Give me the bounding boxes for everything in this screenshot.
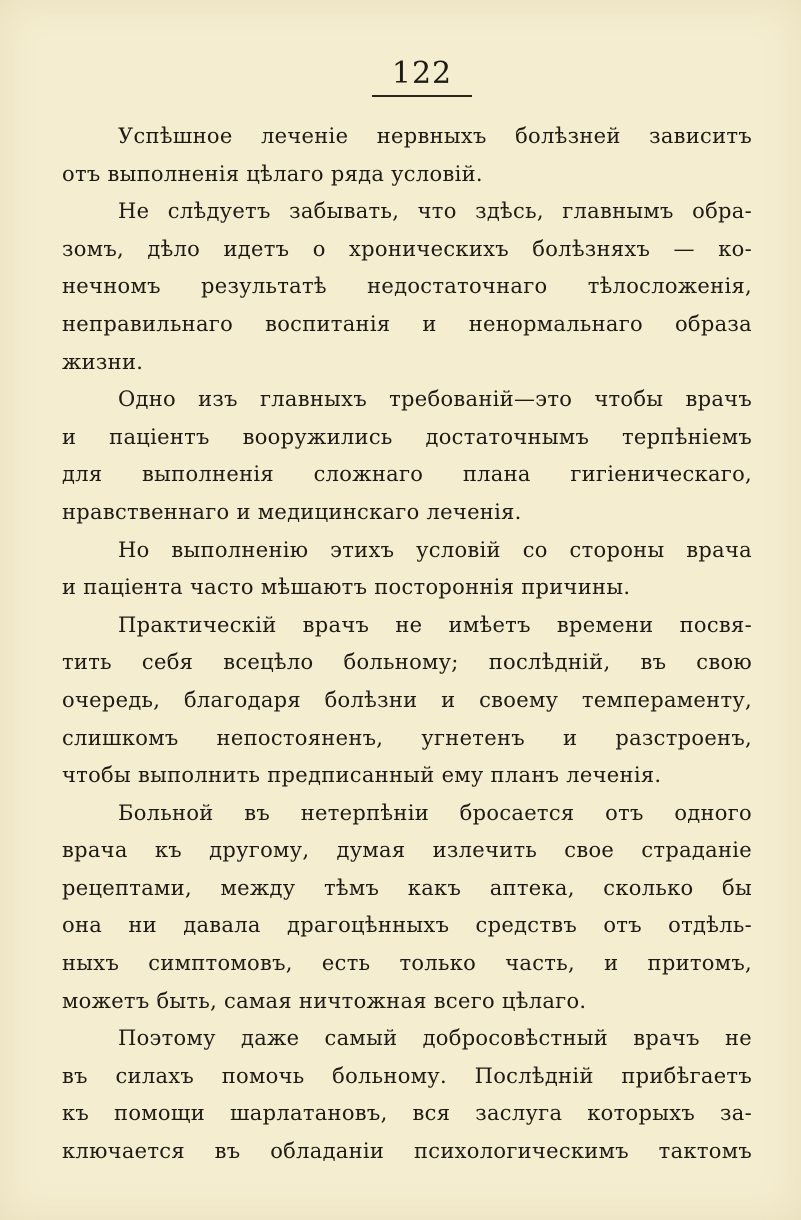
text-line: въ силахъ помочь больному. Послѣдній прибѣгаетъ xyxy=(62,1063,752,1088)
text-line: Но выполненію этихъ условій со стороны врача xyxy=(118,537,752,562)
page-number-rule xyxy=(372,95,472,97)
text-line: и паціентъ вооружились достаточнымъ терпѣніемъ xyxy=(62,424,752,449)
text-line: Одно изъ главныхъ требованій—это чтобы врачъ xyxy=(118,387,752,412)
body-text xyxy=(62,118,752,1171)
text-line: ключается въ обладаніи психологическимъ тактомъ xyxy=(62,1139,752,1164)
text-line: неправильнаго воспитанія и ненормальнаго образа xyxy=(62,311,752,336)
text-line: рецептами, между тѣмъ какъ аптека, сколько бы xyxy=(62,875,752,900)
text-line: тить себя всецѣло больному; послѣдній, въ свою xyxy=(62,650,752,675)
page-number: 122 xyxy=(391,56,453,91)
text-line: можетъ быть, самая ничтожная всего цѣлаго. xyxy=(62,988,587,1013)
text-line: нечномъ результатѣ недостаточнаго тѣлосложенія, xyxy=(62,274,752,299)
text-line: зомъ, дѣло идетъ о хроническихъ болѣзняхъ — ко- xyxy=(62,236,752,261)
text-line: нравственнаго и медицинскаго леченія. xyxy=(62,499,522,524)
text-line: она ни давала драгоцѣнныхъ средствъ отъ отдѣль- xyxy=(62,913,752,938)
text-line: врача къ другому, думая излечить свое страданіе xyxy=(62,838,752,863)
text-line: чтобы выполнить предписанный ему планъ леченія. xyxy=(62,763,662,788)
text-line: отъ выполненія цѣлаго ряда условій. xyxy=(62,161,483,186)
text-line: Поэтому даже самый добросовѣстный врачъ не xyxy=(118,1026,752,1051)
text-line: и паціента часто мѣшаютъ постороннія причины. xyxy=(62,575,631,600)
text-line: Успѣшное леченіе нервныхъ болѣзней зависитъ xyxy=(118,124,752,148)
text-line: для выполненія сложнаго плана гигіеническаго, xyxy=(62,462,752,487)
text-line: къ помощи шарлатановъ, вся заслуга которыхъ за- xyxy=(62,1101,752,1126)
text-line: Не слѣдуетъ забывать, что здѣсь, главнымъ обра- xyxy=(118,199,752,224)
text-line: Практическій врачъ не имѣетъ времени посвя- xyxy=(118,612,752,637)
text-line: Больной въ нетерпѣніи бросается отъ одного xyxy=(118,800,752,825)
text-line: слишкомъ непостояненъ, угнетенъ и разстроенъ, xyxy=(62,725,752,750)
text-line: жизни. xyxy=(62,349,144,374)
text-line: ныхъ симптомовъ, есть только часть, и притомъ, xyxy=(62,951,752,976)
text-line: очередь, благодаря болѣзни и своему темпераменту, xyxy=(62,687,752,712)
